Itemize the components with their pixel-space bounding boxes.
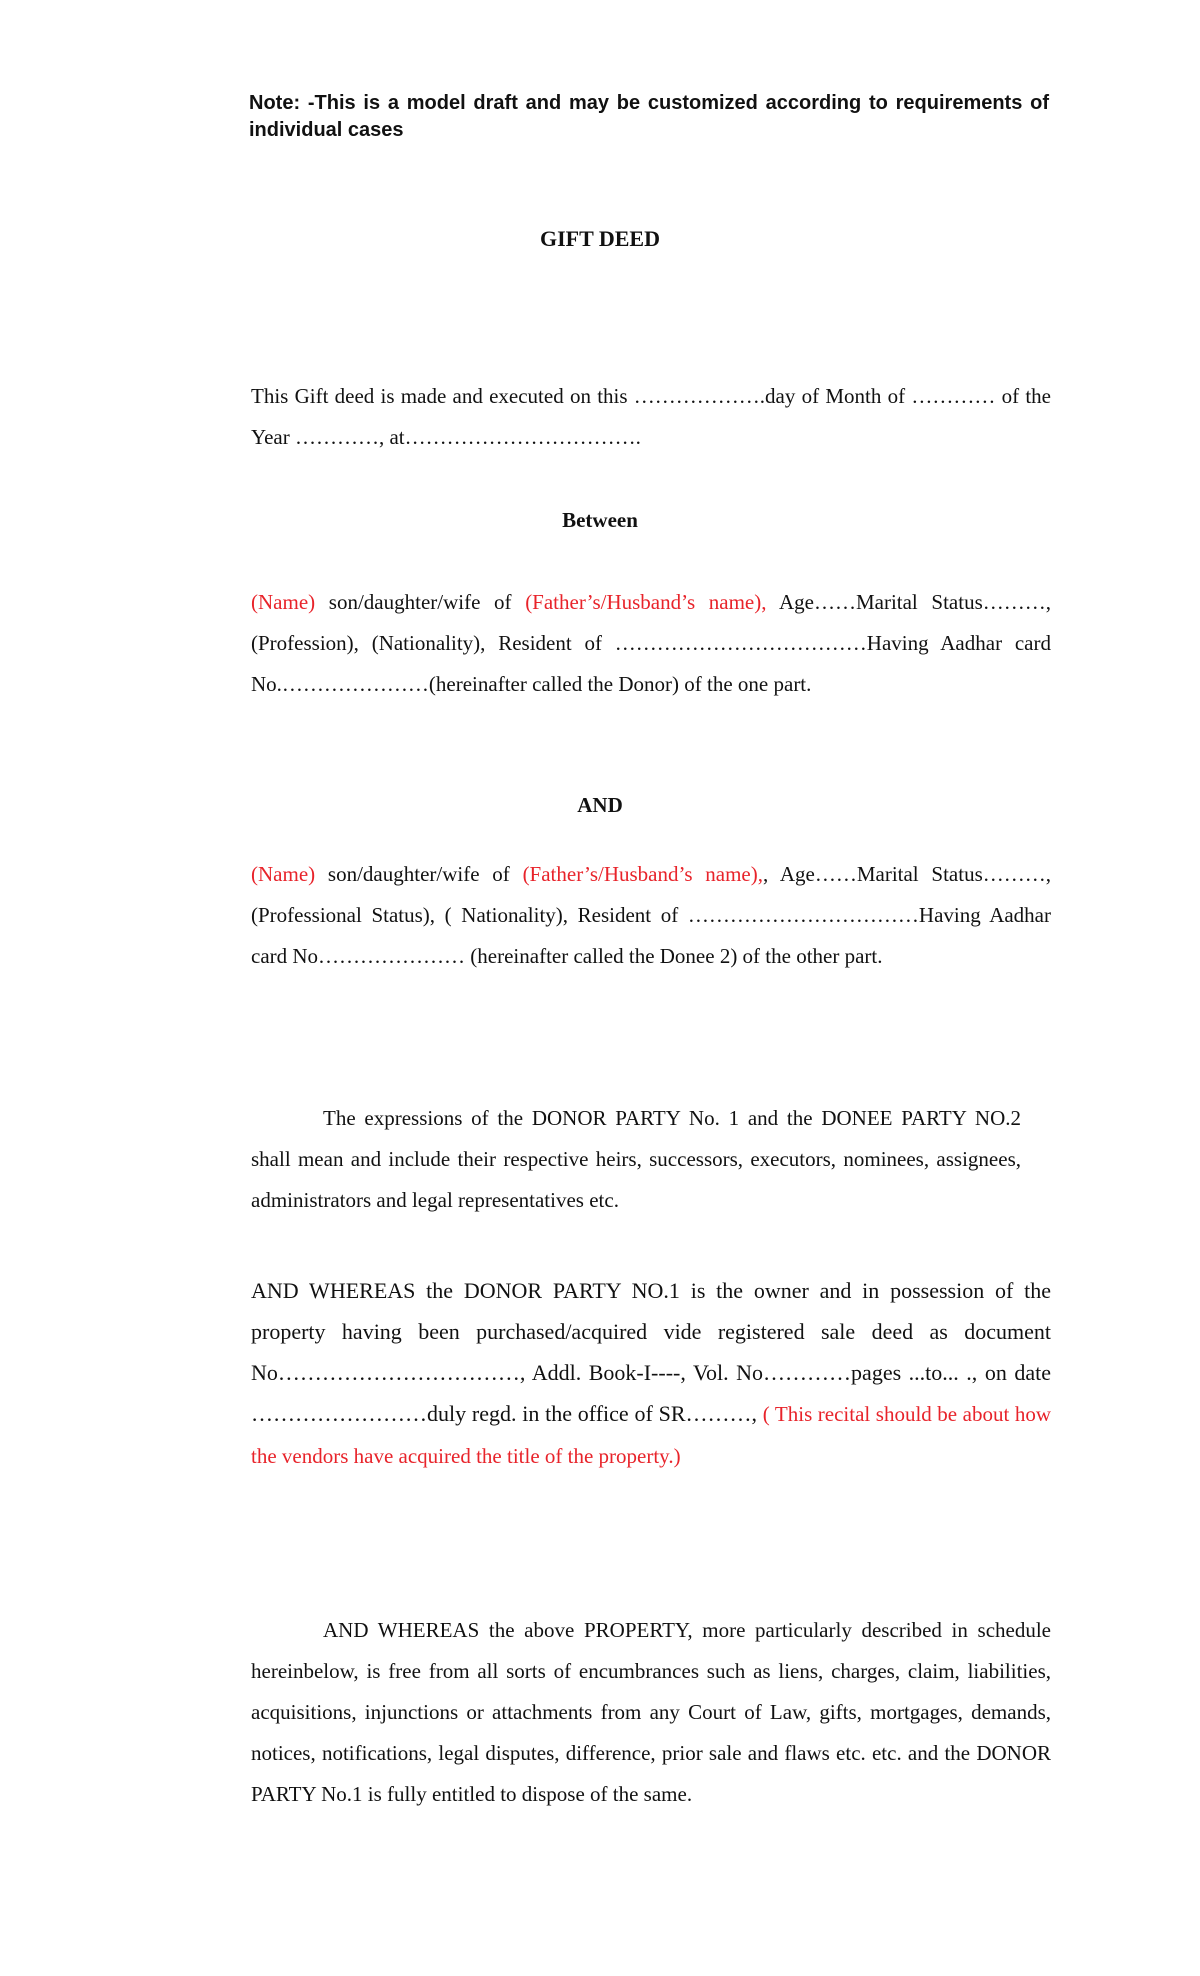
- donor-father-placeholder: (Father’s/Husband’s name),: [525, 590, 767, 614]
- whereas-ownership-paragraph: [251, 1270, 1051, 1477]
- donee-party-paragraph: [251, 854, 1051, 977]
- donee-father-placeholder: (Father’s/Husband’s name),: [522, 862, 763, 886]
- execution-date-paragraph: This Gift deed is made and executed on this ……………….day of Month of ………… of the Year …………, at…………………………….: [251, 384, 1051, 449]
- donor-name-placeholder: (Name): [251, 590, 316, 614]
- document-title: GIFT DEED: [539, 226, 660, 251]
- donee-details-text: , Age……Marital Status………, (Professional Status), ( Nationality), Resident of ……………………………Having Aadhar card No………………… (hereinafter called the Donee 2) of the other part.: [251, 862, 1051, 968]
- donor-party-paragraph: [251, 582, 1051, 705]
- model-draft-note: Note: -This is a model draft and may be customized according to requirements of individual cases: [249, 92, 1049, 141]
- expressions-paragraph: The expressions of the DONOR PARTY No. 1 and the DONEE PARTY NO.2 shall mean and include their respective heirs, successors, executors, nominees, assignees, administrators and legal representatives etc.: [251, 1106, 1021, 1212]
- donee-name-placeholder: (Name): [251, 862, 316, 886]
- recital-note: ( This recital should be about how the vendors have acquired the title of the property.): [251, 1402, 1052, 1468]
- and-heading: AND: [577, 793, 623, 817]
- whereas-encumbrance-paragraph: AND WHEREAS the above PROPERTY, more particularly described in schedule hereinbelow, is free from all sorts of encumbrances such as liens, charges, claim, liabilities, acquisitions, injunctions or attachments from any Court of Law, gifts, mortgages, demands, notices, notifications, legal disputes, difference, prior sale and flaws etc. etc. and the DONOR PARTY No.1 is fully entitled to dispose of the same.: [251, 1618, 1051, 1806]
- donee-relation-text: son/daughter/wife of: [315, 862, 523, 886]
- donor-details-text: Age……Marital Status………, (Profession), (Nationality), Resident of ………………………………Having Aadhar card No.…………………(hereinafter called the Donor) of the one part.: [251, 590, 1051, 696]
- between-heading: Between: [562, 508, 638, 532]
- whereas-ownership-text: AND WHEREAS the DONOR PARTY NO.1 is the owner and in possession of the property having been purchased/acquired vide registered sale deed as document No……………………………, Addl. Book-I----, Vol. No…………pages ...to... ., on date ……………………duly regd. in the office of SR………,: [251, 1278, 1051, 1426]
- donor-relation-text: son/daughter/wife of: [315, 590, 526, 614]
